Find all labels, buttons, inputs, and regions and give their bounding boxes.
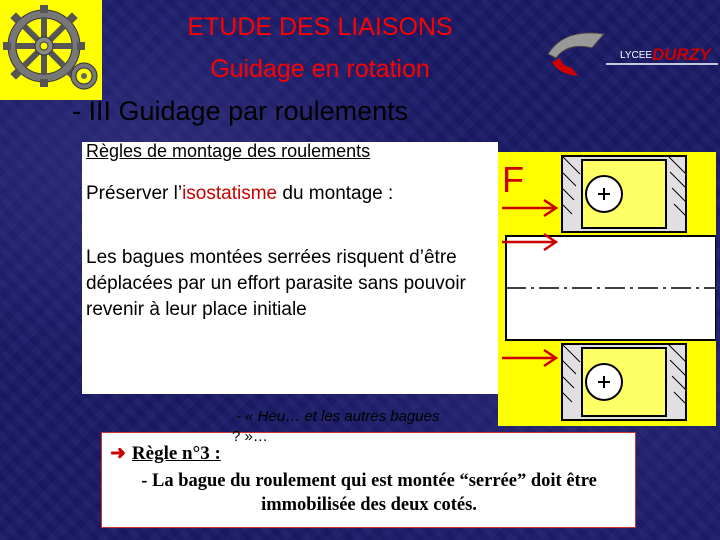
bearing-diagram bbox=[498, 152, 716, 426]
isostatism-paragraph bbox=[86, 181, 466, 207]
page-title: ETUDE DES LIAISONS bbox=[187, 13, 453, 41]
page-subtitle: Guidage en rotation bbox=[210, 55, 430, 83]
quote-question: ? »… bbox=[232, 428, 268, 445]
force-label: F bbox=[502, 159, 524, 200]
arrow-right-icon: ➜ bbox=[110, 443, 126, 464]
quote-text: - « Heu… et les autres bagues bbox=[236, 408, 440, 425]
lycee-logo bbox=[544, 24, 720, 78]
gear-logo bbox=[0, 0, 102, 100]
gear-icon bbox=[0, 0, 102, 100]
section-title: - III Guidage par roulements bbox=[72, 96, 409, 126]
para1-start: Préserver l’ bbox=[86, 183, 183, 204]
rule-heading bbox=[110, 442, 221, 465]
rules-heading: Règles de montage des roulements bbox=[86, 141, 371, 161]
rings-paragraph: Les bagues montées serrées risquent d’être déplacées par un effort parasite sans pouvoir revenir à leur place initiale bbox=[86, 247, 466, 320]
lycee-text: LYCEE bbox=[620, 50, 653, 61]
rule-label: Règle n°3 : bbox=[131, 443, 221, 464]
durzy-text: DURZY bbox=[652, 45, 711, 64]
rule-text: - La bague du roulement qui est montée “serrée” doit être immobilisée des deux cotés. bbox=[141, 471, 597, 515]
para1-end: du montage : bbox=[277, 183, 394, 204]
isostatism-highlight: isostatisme bbox=[182, 183, 278, 204]
